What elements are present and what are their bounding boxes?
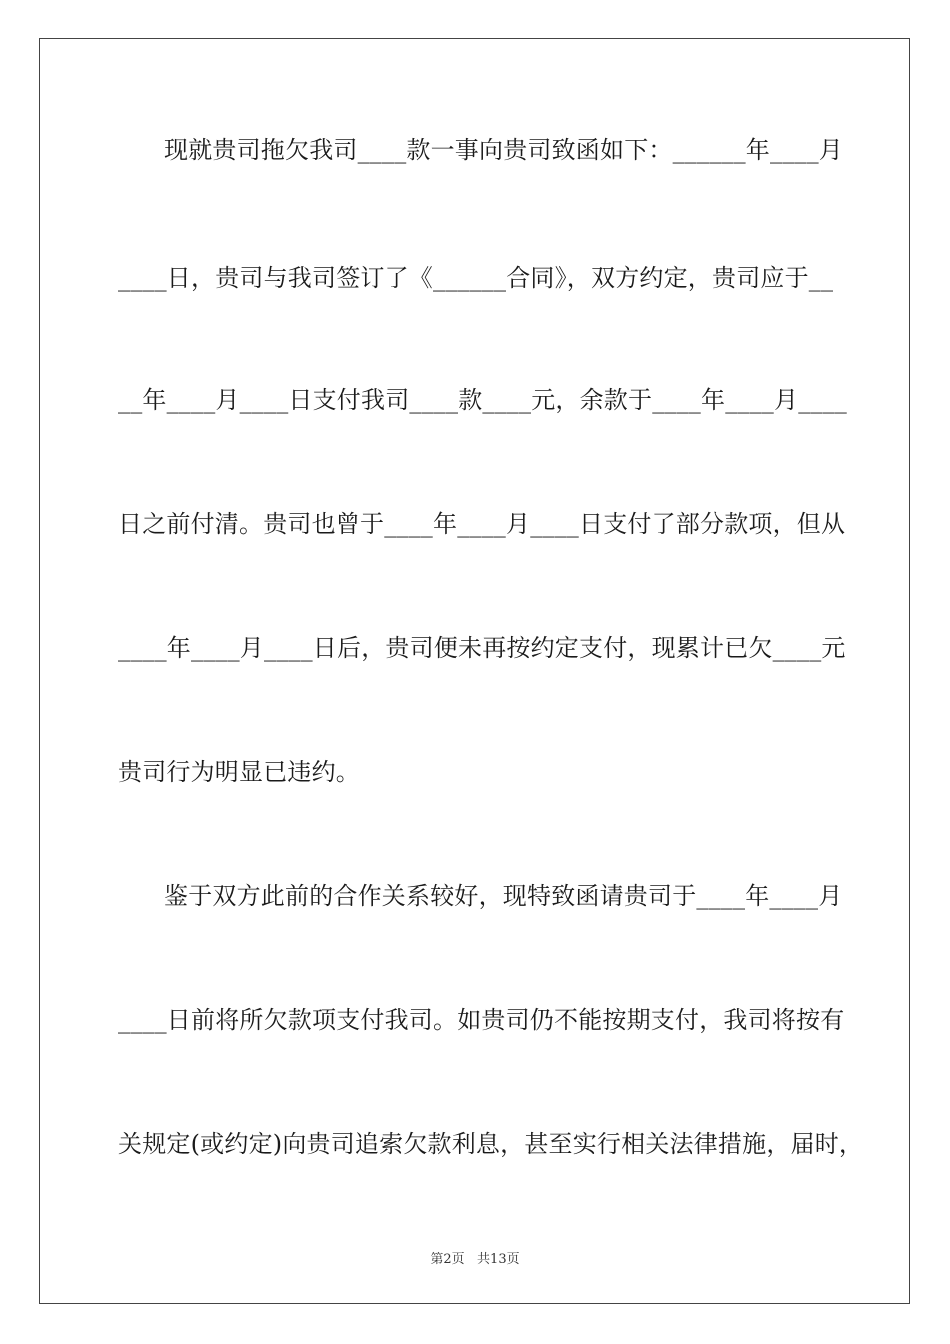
text-line: ____日，贵司与我司签订了《______合同》，双方约定，贵司应于__ — [118, 264, 834, 292]
text-line: 贵司行为明显已违约。 — [118, 758, 360, 786]
page-number-footer: 第2页 共13页 — [430, 1252, 520, 1267]
text-line: 鉴于双方此前的合作关系较好，现特致函请贵司于____年____月 — [164, 882, 843, 910]
text-line: ____年____月____日后，贵司便未再按约定支付，现累计已欠____元 — [118, 634, 846, 662]
page-border — [39, 38, 910, 1304]
text-line: 日之前付清。贵司也曾于____年____月____日支付了部分款项，但从 — [118, 510, 846, 538]
text-line: ____日前将所欠款项支付我司。如贵司仍不能按期支付，我司将按有 — [118, 1006, 845, 1034]
text-line: 现就贵司拖欠我司____款一事向贵司致函如下：______年____月 — [164, 136, 843, 164]
text-line: 关规定(或约定)向贵司追索欠款利息，甚至实行相关法律措施，届时， — [118, 1130, 864, 1158]
text-line: __年____月____日支付我司____款____元，余款于____年____月____ — [118, 386, 847, 414]
